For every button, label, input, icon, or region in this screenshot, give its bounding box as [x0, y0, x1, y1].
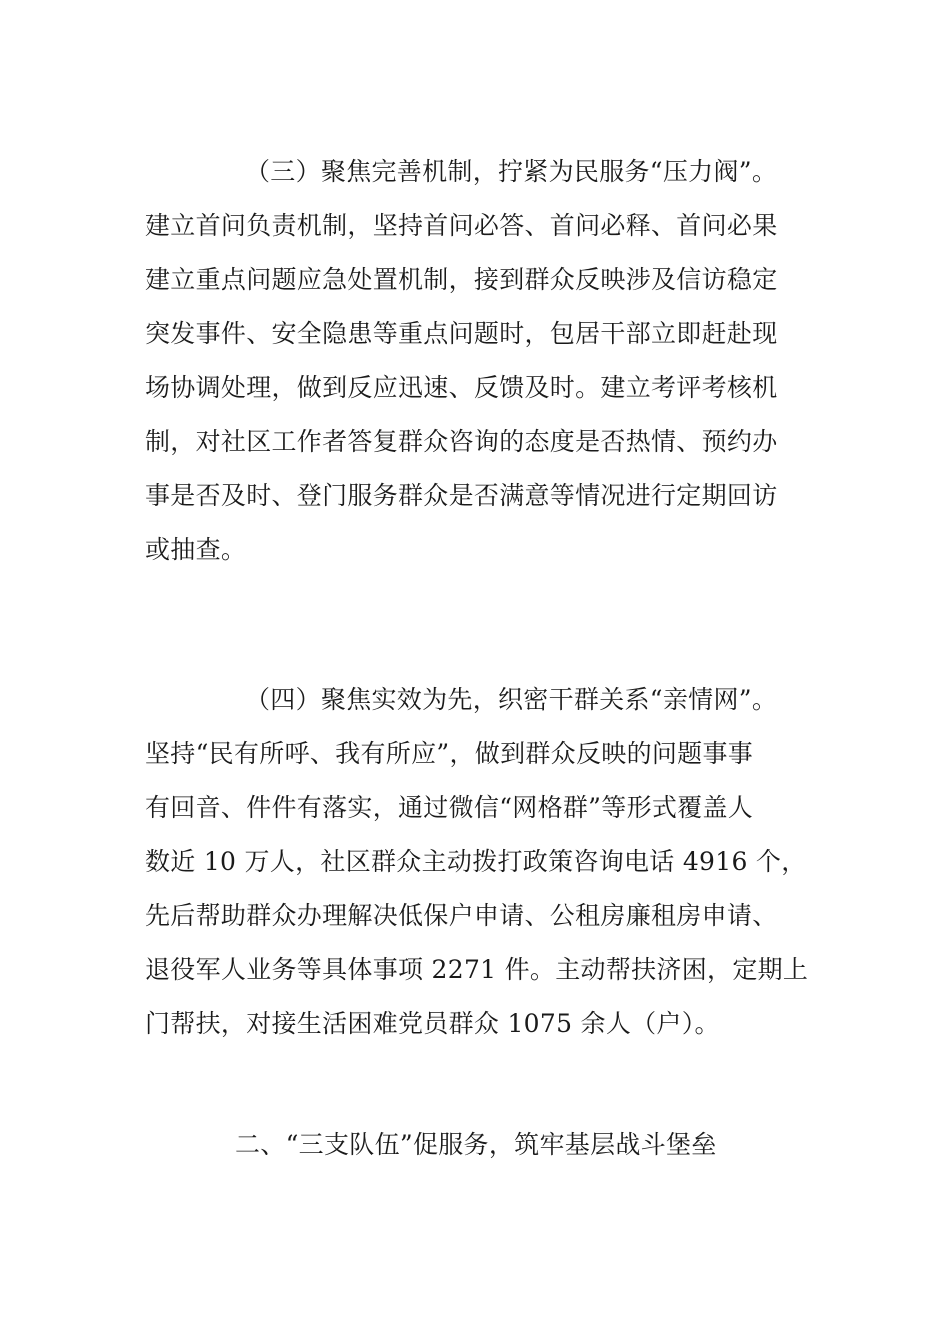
- paragraph-line: 有回音、件件有落实，通过微信“网格群”等形式覆盖人: [145, 793, 754, 822]
- paragraph-line: 场协调处理，做到反应迅速、反馈及时。建立考评考核机: [145, 373, 778, 402]
- section-heading: 二、“三支队伍”促服务，筑牢基层战斗堡垒: [235, 1130, 717, 1159]
- paragraph-line: 事是否及时、登门服务群众是否满意等情况进行定期回访: [145, 481, 778, 510]
- paragraph-line: 门帮扶，对接生活困难党员群众 1075 余人（户）。: [145, 1009, 720, 1038]
- paragraph-line: 退役军人业务等具体事项 2271 件。主动帮扶济困，定期上: [145, 955, 809, 984]
- paragraph-line: 先后帮助群众办理解决低保户申请、公租房廉租房申请、: [145, 901, 778, 930]
- paragraph-line: 突发事件、安全隐患等重点问题时，包居干部立即赶赴现: [145, 319, 778, 348]
- paragraph-mechanism: [145, 145, 815, 577]
- paragraph-line: 数近 10 万人，社区群众主动拨打政策咨询电话 4916 个，: [145, 847, 807, 876]
- paragraph-line: 或抽查。: [145, 535, 247, 564]
- paragraph-line: （四）聚焦实效为先，织密干群关系“亲情网”。: [245, 685, 778, 714]
- paragraph-effectiveness: [145, 673, 815, 1051]
- paragraph-line: 建立首问负责机制，坚持首问必答、首问必释、首问必果: [145, 211, 778, 240]
- paragraph-line: 制，对社区工作者答复群众咨询的态度是否热情、预约办: [145, 427, 778, 456]
- paragraph-line: （三）聚焦完善机制，拧紧为民服务“压力阀”。: [245, 157, 778, 186]
- paragraph-line: 坚持“民有所呼、我有所应”，做到群众反映的问题事事: [145, 739, 754, 768]
- paragraph-line: 建立重点问题应急处置机制，接到群众反映涉及信访稳定: [145, 265, 778, 294]
